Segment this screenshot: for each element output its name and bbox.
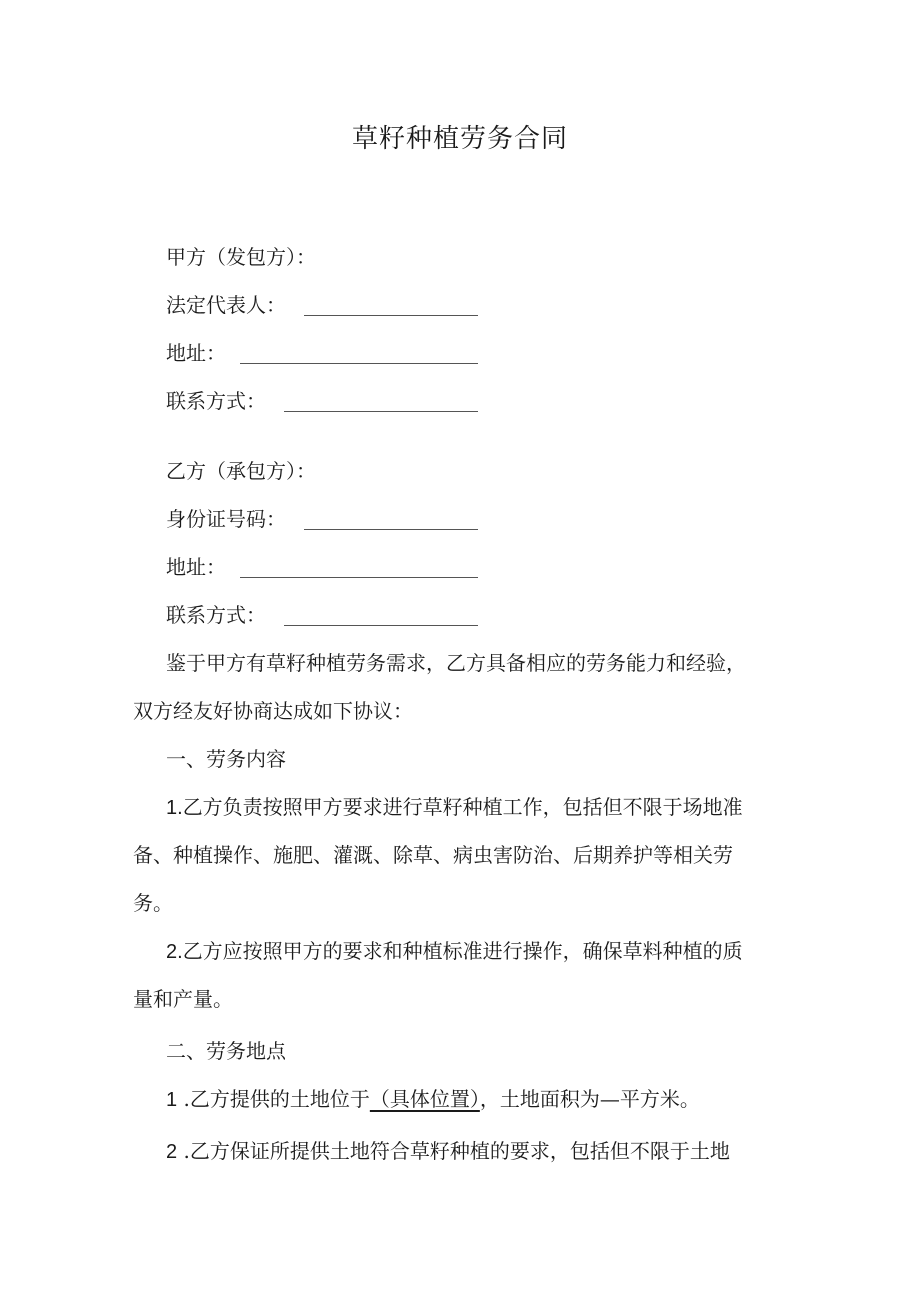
party-a-contact-label: 联系方式： bbox=[166, 389, 266, 413]
party-a-rep-row bbox=[166, 290, 286, 320]
section-1-item-2-number: 2. bbox=[166, 941, 183, 963]
section-1-item-2-line-1 bbox=[166, 936, 743, 967]
party-b-id-row bbox=[166, 504, 286, 534]
section-1-item-1-line-3: 务。 bbox=[133, 891, 173, 915]
party-a-contact-field[interactable] bbox=[284, 391, 478, 412]
party-b-id-field[interactable] bbox=[304, 509, 478, 530]
section-1-item-1-number: 1. bbox=[166, 797, 183, 819]
party-a-rep-field[interactable] bbox=[304, 295, 478, 316]
party-b-contact-field[interactable] bbox=[284, 605, 478, 626]
party-b-heading: 乙方（承包方）： bbox=[166, 459, 316, 483]
preamble-line-1: 鉴于甲方有草籽种植劳务需求，乙方具备相应的劳务能力和经验， bbox=[166, 651, 746, 675]
section-1-item-1-text: 乙方负责按照甲方要求进行草籽种植工作，包括但不限于场地准 bbox=[182, 795, 743, 819]
section-2-item-2-number: 2 bbox=[166, 1141, 178, 1163]
party-b-contact-label: 联系方式： bbox=[166, 603, 266, 627]
party-a-address-row bbox=[166, 338, 226, 368]
party-b-id-label: 身份证号码： bbox=[166, 507, 286, 531]
party-b-address-label: 地址： bbox=[166, 555, 226, 579]
party-b-contact-row bbox=[166, 600, 266, 630]
section-2-item-1-text-post: ，土地面积为—平方米。 bbox=[479, 1087, 700, 1111]
document-title: 草籽种植劳务合同 bbox=[351, 124, 568, 154]
party-a-rep-label: 法定代表人： bbox=[166, 293, 286, 317]
section-2-item-2 bbox=[166, 1136, 730, 1167]
party-a-address-field[interactable] bbox=[240, 343, 478, 364]
party-a-heading: 甲方（发包方）： bbox=[166, 245, 316, 269]
section-1-item-2-line-2: 量和产量。 bbox=[133, 987, 233, 1011]
section-2-heading: 二、劳务地点 bbox=[166, 1039, 286, 1063]
party-b-address-field[interactable] bbox=[240, 557, 478, 578]
party-a-address-label: 地址： bbox=[166, 341, 226, 365]
section-1-item-2-text: 乙方应按照甲方的要求和种植标准进行操作，确保草料种植的质 bbox=[182, 939, 743, 963]
location-placeholder: （具体位置） bbox=[369, 1087, 480, 1111]
party-a-contact-row bbox=[166, 386, 266, 416]
section-2-item-1-text-pre: .乙方提供的土地位于 bbox=[177, 1087, 370, 1111]
party-b-address-row bbox=[166, 552, 226, 582]
section-2-item-1 bbox=[166, 1084, 700, 1115]
section-1-heading: 一、劳务内容 bbox=[166, 747, 286, 771]
section-2-item-2-text: .乙方保证所提供土地符合草籽种植的要求，包括但不限于土地 bbox=[177, 1139, 730, 1163]
preamble-line-2: 双方经友好协商达成如下协议： bbox=[133, 699, 413, 723]
section-1-item-1-line-1 bbox=[166, 792, 743, 823]
section-1-item-1-line-2: 备、种植操作、施肥、灌溉、除草、病虫害防治、后期养护等相关劳 bbox=[133, 843, 733, 867]
section-2-item-1-number: 1 bbox=[166, 1089, 178, 1111]
